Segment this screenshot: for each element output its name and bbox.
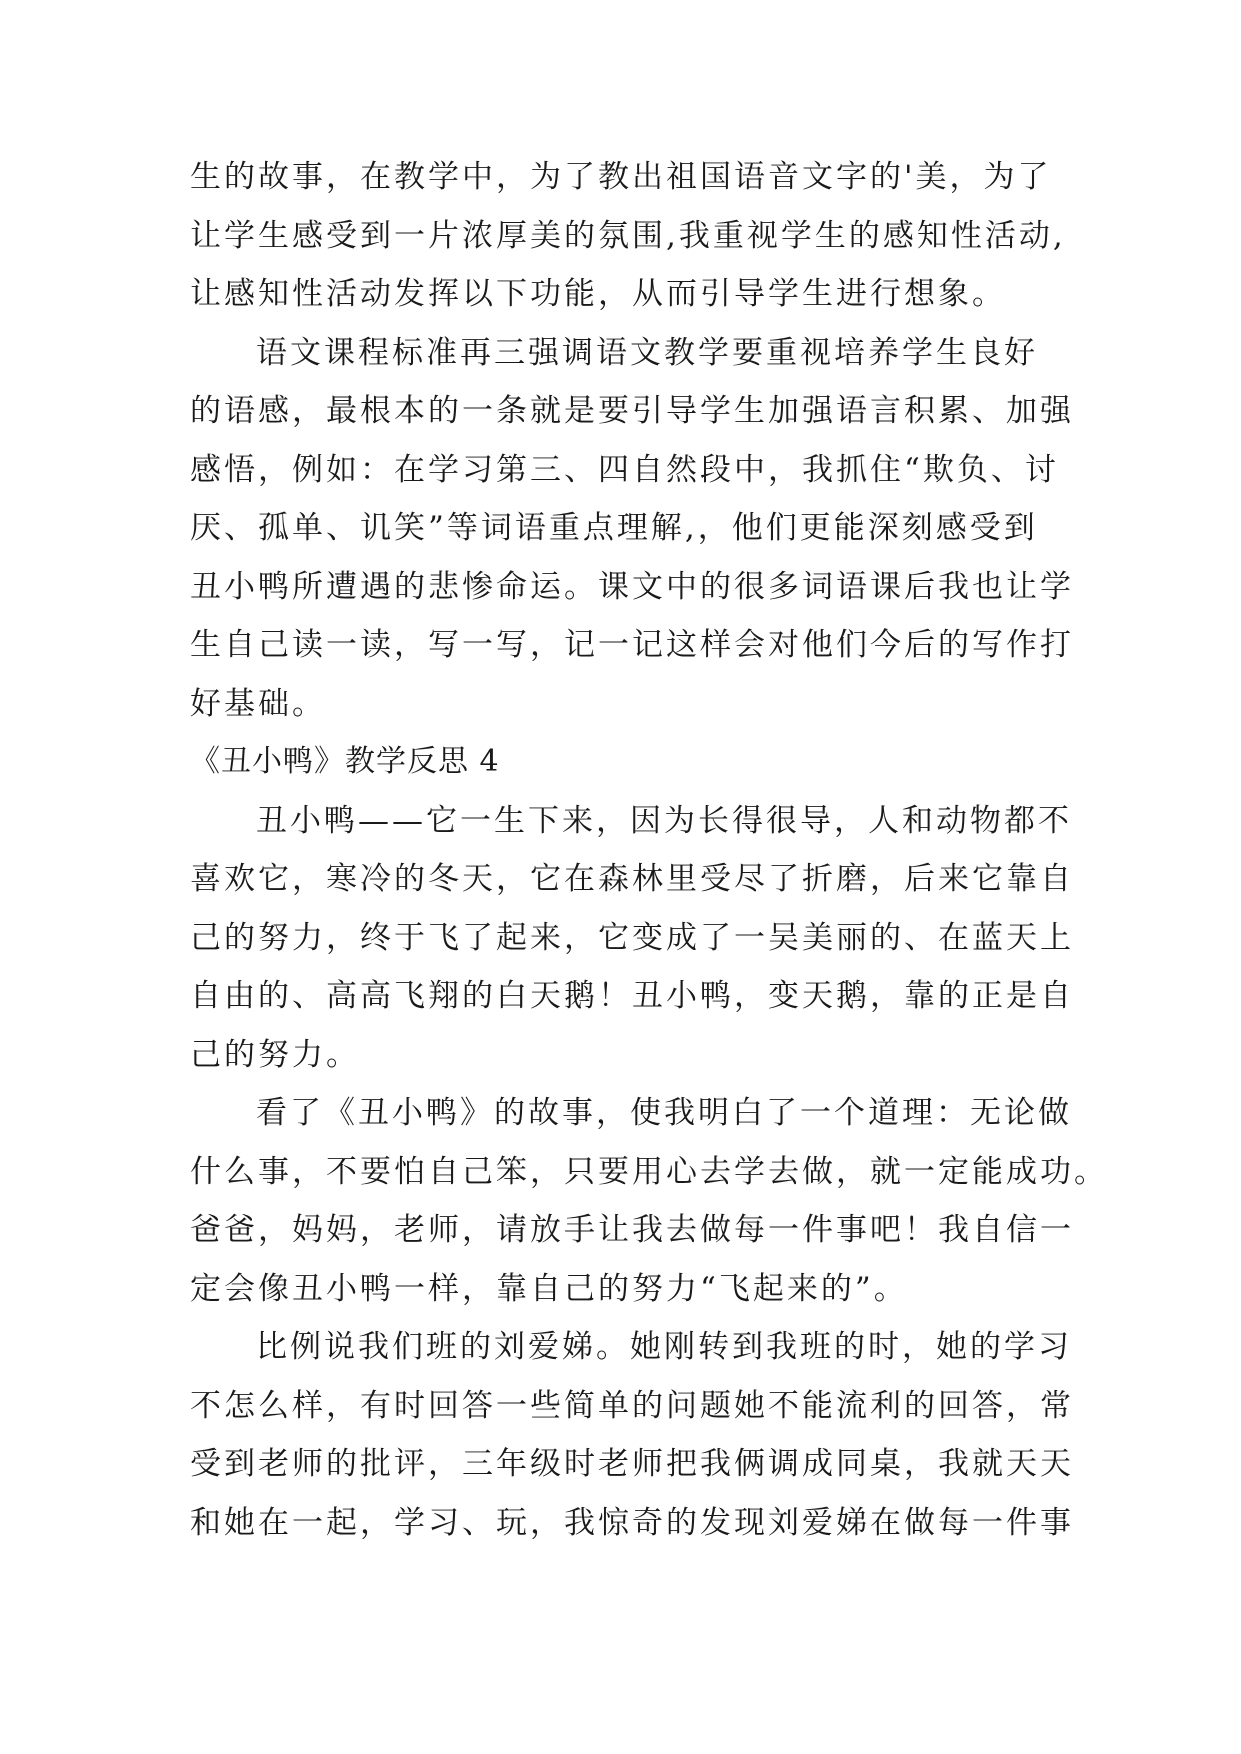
- text-line: 受到老师的批评，三年级时老师把我俩调成同桌，我就天天: [190, 1446, 1074, 1482]
- text-line: 自由的、高高飞翔的白天鹅！丑小鸭，变天鹅，靠的正是自: [190, 978, 1074, 1014]
- text-line: 生自己读一读，写一写，记一记这样会对他们今后的写作打: [190, 627, 1074, 663]
- text-line: 厌、孤单、讥笑”等词语重点理解,，他们更能深刻感受到: [190, 510, 1038, 546]
- text-line: 爸爸，妈妈，老师，请放手让我去做每一件事吧！我自信一: [190, 1212, 1074, 1248]
- text-line: 好基础。: [190, 685, 326, 722]
- text-line: 定会像丑小鸭一样，靠自己的努力“飞起来的”。: [190, 1270, 908, 1307]
- text-line: 不怎么样，有时回答一些简单的问题她不能流利的回答，常: [190, 1387, 1074, 1424]
- text-line: 让感知性活动发挥以下功能，从而引导学生进行想象。: [190, 276, 1006, 312]
- section-heading: 《丑小鸭》教学反思 4: [190, 744, 500, 779]
- paragraph-first-line: 语文课程标准再三强调语文教学要重视培养学生良好: [256, 334, 1038, 371]
- paragraph-first-line: 看了《丑小鸭》的故事，使我明白了一个道理：无论做: [256, 1095, 1072, 1131]
- paragraph-first-line: 丑小鸭——它一生下来，因为长得很导，人和动物都不: [256, 802, 1072, 839]
- text-line: 生的故事，在教学中，为了教出祖国语音文字的'美，为了: [190, 159, 1052, 195]
- text-line: 己的努力，终于飞了起来，它变成了一吴美丽的、在蓝天上: [190, 919, 1074, 956]
- text-line: 的语感，最根本的一条就是要引导学生加强语言积累、加强: [190, 393, 1074, 429]
- text-line: 什么事，不要怕自己笨，只要用心去学去做，就一定能成功。: [190, 1153, 1108, 1190]
- paragraph-first-line: 比例说我们班的刘爱娣。她刚转到我班的时，她的学习: [256, 1329, 1072, 1365]
- text-line: 喜欢它，寒冷的冬天，它在森林里受尽了折磨，后来它靠自: [190, 861, 1074, 897]
- text-line: 己的努力。: [190, 1036, 360, 1073]
- text-line: 感悟，例如：在学习第三、四自然段中，我抓住“欺负、讨: [190, 451, 1059, 488]
- text-line: 让学生感受到一片浓厚美的氛围,我重视学生的感知性活动,: [190, 217, 1066, 254]
- text-line: 和她在一起，学习、玩，我惊奇的发现刘爱娣在做每一件事: [190, 1504, 1074, 1541]
- document-body: [190, 148, 1108, 1552]
- text-line: 丑小鸭所遭遇的悲惨命运。课文中的很多词语课后我也让学: [190, 568, 1074, 605]
